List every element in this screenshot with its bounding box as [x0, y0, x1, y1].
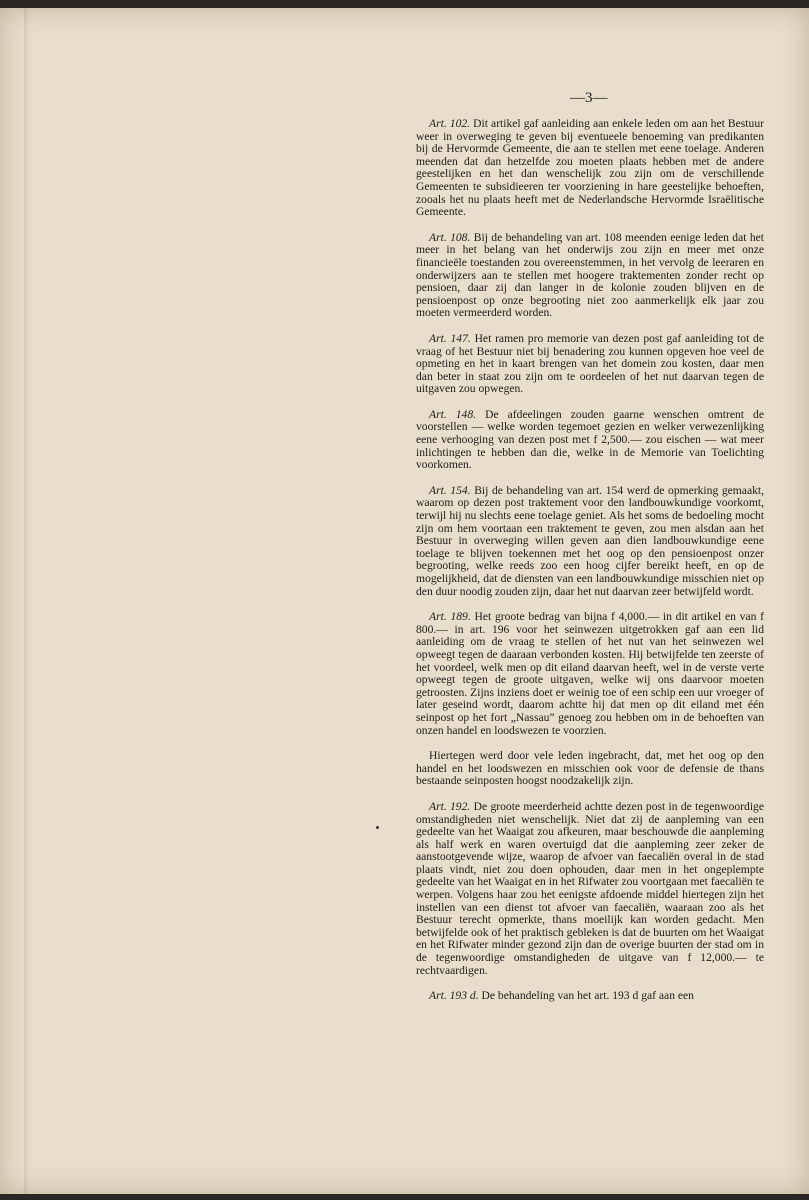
paragraph	[416, 750, 764, 788]
paragraph	[416, 232, 764, 320]
paragraph	[416, 611, 764, 737]
paragraph-text: Bij de behandeling van art. 154 werd de opmerking gemaakt, waarom op dezen post traktement voor den landbouwkundige voorkomt, terwijl hij nu slechts eene toelage geniet. Als het soms de bedoeling mocht zijn om hem voortaan een traktement te geven, zou men alsdan aan het Bestuur in overweging willen geven aan dien landbouwkundige eene toelage te blijven toekennen met het oog op den pensioenpost onzer begrooting, welke reeds zoo een hoog cijfer bereikt heeft, en op de mogelijkheid, dat de diensten van een landbouwkundige misschien niet op den duur noodig zouden zijn, daar het nut daarvan zeer betwijfeld wordt.	[416, 483, 765, 598]
paragraph-text: De afdeelingen zouden gaarne wenschen omtrent de voorstellen — welke worden tegemoet gezien en welker verwezenlijking eene verhooging van dezen post met f 2,500.— zou eischen — wat meer inlichtingen te hebben dan die, welke in de Memorie van Toelichting voorkomen.	[416, 407, 764, 472]
article-ref: Art. 102.	[429, 117, 471, 130]
paragraph	[416, 118, 764, 219]
page-fold-shadow	[24, 8, 30, 1194]
page-number: —3—	[570, 90, 608, 106]
article-ref: Art. 193 d.	[429, 989, 479, 1003]
article-ref: Art. 189.	[429, 610, 471, 624]
paragraph	[416, 801, 764, 977]
article-ref: Art. 147.	[429, 331, 471, 345]
paragraph-text: Het groote bedrag van bijna f 4,000.— in dit artikel en van f 800.— in art. 196 voor het seinwezen uitgetrokken gaf aan een lid aanleiding om de vraag te stellen of het nut van het seinwezen wel opweegt tegen de daaraan verbonden kosten. Hij betwijfelde ten zeerste of het voordeel, welk men op dit eiland daarvan heeft, wel in de verste verte opweegt tegen de groote uitgaven, welke wij ons daarvoor moeten getroosten. Zijns inziens doet er weinig toe of een schip een uur vroeger of later geseind wordt, daarom achtte hij dat men op dit eiland met één seinpost op het fort „Nassau” genoeg zou hebben om in de behoeften van onzen handel en loodswezen te voorzien.	[416, 610, 765, 737]
paragraph	[416, 333, 764, 396]
paragraph-text: De groote meerderheid achtte dezen post in de tegenwoordige omstandigheden niet wenschelijk. Niet dat zij de aanpleming van een gedeelte van het Waaigat zou afkeuren, maar beschouwde die aanpleming als half werk en waren overtuigd dat die aanpleming zeer zeker de aanstootgevende wijze, waarop de afvoer van faecaliën overal in de stad plaats vindt, niet zou doen ophouden, daar men in het ongeplempte gedeelte van het Waaigat en in het Rifwater zou voortgaan met faecaliën te werpen. Volgens haar zou het eenigste afdoende middel hiertegen zijn het instellen van een dienst tot afvoer van faecaliën, waaraan zoo als het Bestuur terecht opmerkte, thans moeilijk kan worden gedacht. Men betwijfelde ook of het praktisch gebleken is dat de buurten om het Waaigat en het Rifwater minder gezond zijn dan de overige buurten der stad om in de tegenwoordige omstandigheden de uitgave van f 12,000.— te rechtvaardigen.	[416, 799, 764, 977]
paragraph-text: Hiertegen werd door vele leden ingebracht, dat, met het oog op den handel en het loodswezen en misschien ook voor de defensie de thans bestaande seinposten hoogst noodzakelijk zijn.	[416, 749, 764, 788]
article-ref: Art. 108.	[429, 230, 471, 244]
article-ref: Art. 154.	[429, 483, 471, 497]
paragraph	[416, 990, 764, 1003]
article-ref: Art. 148.	[429, 407, 477, 421]
paragraph	[416, 409, 764, 472]
body-text	[416, 118, 764, 1016]
paragraph-text: Het ramen pro memorie van dezen post gaf aanleiding tot de vraag of het Bestuur niet bij benadering zou kunnen opgeven hoe veel de opmeting en het in kaart brengen van het domein zou kosten, daar men dan beter in staat zou zijn om te oordeelen of het nut daarvan tegen de uitgaven zou opwegen.	[416, 331, 764, 396]
paragraph-text: Dit artikel gaf aanleiding aan enkele leden om aan het Bestuur weer in overweging te geven bij eventueele benoeming van predikanten bij de Hervormde Gemeente, die aan te stellen met eene toelage. Anderen meenden dat dan hetzelfde zou moeten plaats hebben met de andere geestelijken en het dan wenschelijk zou zijn om de verschillende Gemeenten te subsidieeren ter voorziening in hare geestelijke behoeften, zooals het nu plaats heeft met de Nederlandsche Hervormde Israëlitische Gemeente.	[416, 117, 764, 219]
paragraph-text: De behandeling van het art. 193 d gaf aan een	[481, 989, 694, 1003]
paper-speck	[376, 826, 379, 829]
paragraph	[416, 485, 764, 598]
article-ref: Art. 192.	[429, 799, 471, 813]
paragraph-text: Bij de behandeling van art. 108 meenden eenige leden dat het meer in het belang van het onderwijs zou zijn en meer met onze financieële toestanden zou overeenstemmen, in het vervolg de leeraren en onderwijzers aan te stellen met hoogere traktementen zonder recht op pensioen, daar zij dan langer in de kolonie zouden blijven en de pensioenpost op onze begrooting niet zoo aanmerkelijk elk jaar zou moeten vermeerderd worden.	[416, 230, 764, 320]
